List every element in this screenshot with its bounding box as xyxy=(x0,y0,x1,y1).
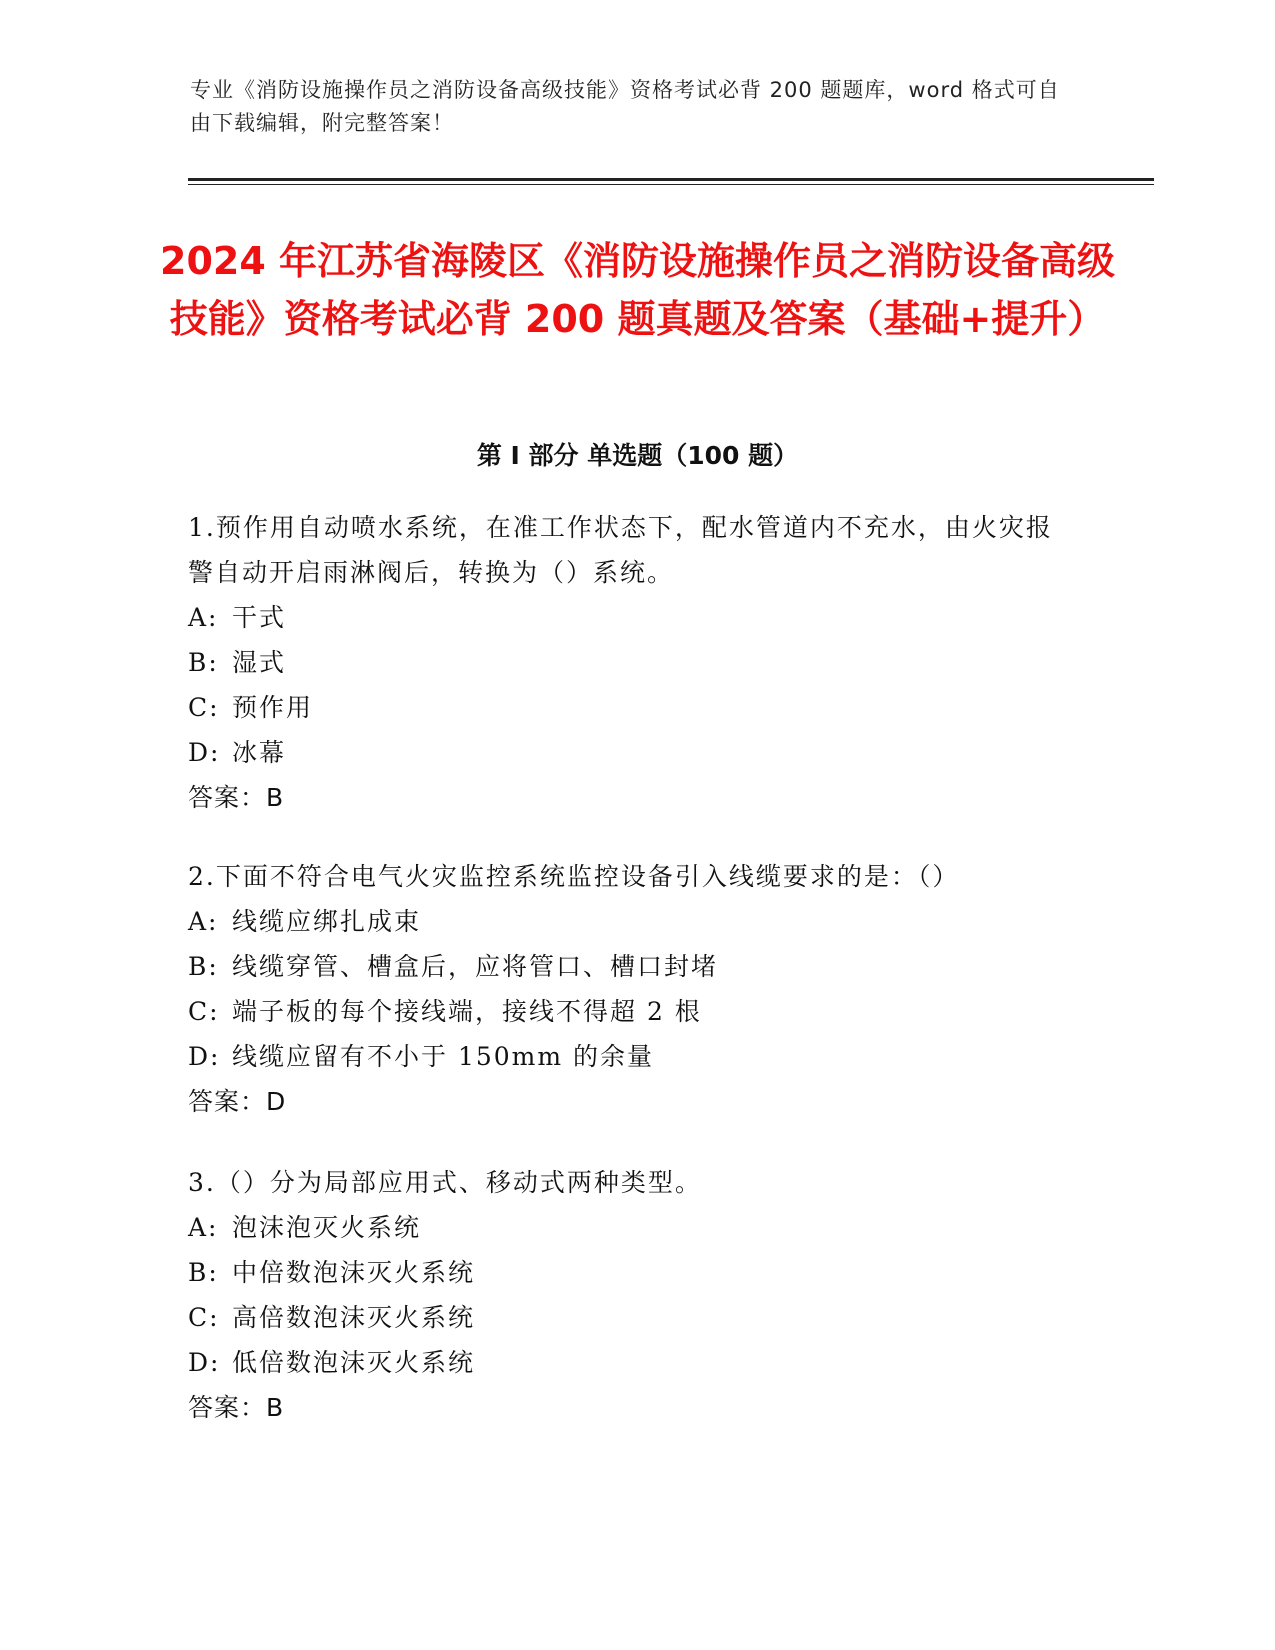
option-letter: D: xyxy=(188,738,221,767)
option-letter: D: xyxy=(188,1042,221,1071)
option-b xyxy=(188,1250,1068,1295)
option-d xyxy=(188,730,1068,775)
option-letter: A: xyxy=(188,603,219,632)
question-2 xyxy=(188,854,1068,1124)
option-letter: C: xyxy=(188,1303,220,1332)
option-letter: A: xyxy=(188,907,219,936)
option-d xyxy=(188,1034,1068,1079)
question-stem: 3.（）分为局部应用式、移动式两种类型。 xyxy=(188,1168,702,1197)
option-c xyxy=(188,1295,1068,1340)
option-letter: B: xyxy=(188,1258,219,1287)
header-note: 专业《消防设施操作员之消防设备高级技能》资格考试必背 200 题题库，word 格式可自由下载编辑，附完整答案！ xyxy=(190,78,1060,135)
answer-line: 答案：D xyxy=(188,1087,287,1116)
option-text: 泡沫泡灭火系统 xyxy=(232,1213,422,1242)
option-text: 端子板的每个接线端，接线不得超 2 根 xyxy=(232,997,702,1026)
option-c xyxy=(188,685,1068,730)
option-text: 高倍数泡沫灭火系统 xyxy=(232,1303,476,1332)
option-text: 线缆应留有不小于 150mm 的余量 xyxy=(232,1042,655,1071)
option-a xyxy=(188,595,1068,640)
option-a xyxy=(188,1205,1068,1250)
document-title: 2024 年江苏省海陵区《消防设施操作员之消防设备高级技能》资格考试必背 200 题真题及答案（基础+提升） xyxy=(160,239,1115,341)
option-text: 冰幕 xyxy=(232,738,287,767)
option-b xyxy=(188,640,1068,685)
question-1 xyxy=(188,505,1068,820)
question-3 xyxy=(188,1160,1068,1430)
option-letter: C: xyxy=(188,997,220,1026)
option-letter: B: xyxy=(188,648,219,677)
answer-line: 答案：B xyxy=(188,783,285,812)
option-c xyxy=(188,989,1068,1034)
option-letter: A: xyxy=(188,1213,219,1242)
option-text: 线缆应绑扎成束 xyxy=(232,907,422,936)
header-divider-thin xyxy=(188,184,1154,185)
option-letter: D: xyxy=(188,1348,221,1377)
option-d xyxy=(188,1340,1068,1385)
option-text: 湿式 xyxy=(232,648,287,677)
question-stem: 1.预作用自动喷水系统，在准工作状态下，配水管道内不充水，由火灾报警自动开启雨淋阀后，转换为（）系统。 xyxy=(188,513,1053,587)
option-text: 低倍数泡沫灭火系统 xyxy=(232,1348,476,1377)
option-text: 线缆穿管、槽盒后，应将管口、槽口封堵 xyxy=(232,952,719,981)
option-text: 预作用 xyxy=(232,693,314,722)
option-letter: C: xyxy=(188,693,220,722)
question-stem: 2.下面不符合电气火灾监控系统监控设备引入线缆要求的是：（） xyxy=(188,862,960,891)
section-heading: 第 I 部分 单选题（100 题） xyxy=(476,441,799,470)
option-b xyxy=(188,944,1068,989)
answer-line: 答案：B xyxy=(188,1393,285,1422)
option-a xyxy=(188,899,1068,944)
option-text: 干式 xyxy=(232,603,287,632)
option-text: 中倍数泡沫灭火系统 xyxy=(232,1258,476,1287)
option-letter: B: xyxy=(188,952,219,981)
header-divider-thick xyxy=(188,178,1154,181)
